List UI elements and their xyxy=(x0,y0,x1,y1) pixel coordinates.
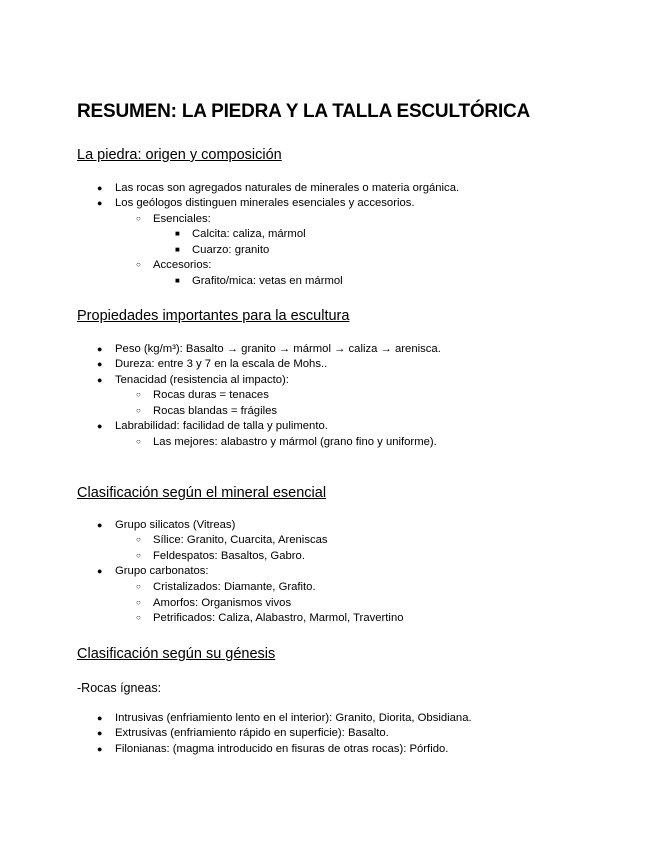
list-item: Extrusivas (enfriamiento rápido en superficie): Basalto. xyxy=(115,727,389,739)
section-heading-genesis: Clasificación según su génesis xyxy=(77,646,276,662)
circle-marker: ○ xyxy=(136,535,141,544)
circle-marker: ○ xyxy=(136,214,141,223)
list-item: Grupo silicatos (Vitreas) xyxy=(115,519,236,531)
list-item: Petrificados: Caliza, Alabastro, Marmol, Travertino xyxy=(153,612,404,624)
circle-marker: ○ xyxy=(136,582,141,591)
square-marker: ■ xyxy=(175,229,180,238)
list-item: Calcita: caliza, mármol xyxy=(192,228,306,240)
list-item: Dureza: entre 3 y 7 en la escala de Mohs.. xyxy=(115,358,328,370)
list-item: Las mejores: alabastro y mármol (grano fino y uniforme). xyxy=(153,436,437,448)
list-item: Sílice: Granito, Cuarcita, Areniscas xyxy=(153,534,328,546)
circle-marker: ○ xyxy=(136,260,141,269)
bullet-marker: ● xyxy=(97,421,103,431)
list-item: Peso (kg/m³): Basalto → granito → mármol → caliza → arenisca. xyxy=(115,343,441,355)
list-item: Labrabilidad: facilidad de talla y pulimento. xyxy=(115,420,328,432)
list-item: Las rocas son agregados naturales de minerales o materia orgánica. xyxy=(115,182,460,194)
list-item: Accesorios: xyxy=(153,259,212,271)
bullet-marker: ● xyxy=(97,566,103,576)
circle-marker: ○ xyxy=(136,613,141,622)
list-item: Grafito/mica: vetas en mármol xyxy=(192,275,343,287)
list-item: Grupo carbonatos: xyxy=(115,565,209,577)
list-item: Rocas duras = tenaces xyxy=(153,389,269,401)
document-title: RESUMEN: LA PIEDRA Y LA TALLA ESCULTÓRICA xyxy=(77,101,531,122)
list-item: Esenciales: xyxy=(153,213,211,225)
circle-marker: ○ xyxy=(136,390,141,399)
circle-marker: ○ xyxy=(136,551,141,560)
bullet-marker: ● xyxy=(97,713,103,723)
subheading-rocas-igneas: -Rocas ígneas: xyxy=(77,681,162,695)
square-marker: ■ xyxy=(175,245,180,254)
list-item: Feldespatos: Basaltos, Gabro. xyxy=(153,550,305,562)
bullet-marker: ● xyxy=(97,375,103,385)
section-heading-propiedades: Propiedades importantes para la escultura xyxy=(77,308,350,324)
section-heading-origen: La piedra: origen y composición xyxy=(77,147,282,163)
bullet-marker: ● xyxy=(97,728,103,738)
list-item: Intrusivas (enfriamiento lento en el interior): Granito, Diorita, Obsidiana. xyxy=(115,712,472,724)
circle-marker: ○ xyxy=(136,437,141,446)
bullet-marker: ● xyxy=(97,520,103,530)
bullet-marker: ● xyxy=(97,183,103,193)
bullet-marker: ● xyxy=(97,344,103,354)
bullet-marker: ● xyxy=(97,744,103,754)
bullet-marker: ● xyxy=(97,198,103,208)
list-item: Amorfos: Organismos vivos xyxy=(153,597,292,609)
list-item: Filonianas: (magma introducido en fisuras de otras rocas): Pórfido. xyxy=(115,743,449,755)
list-item: Cristalizados: Diamante, Grafito. xyxy=(153,581,316,593)
list-item: Cuarzo: granito xyxy=(192,244,270,256)
circle-marker: ○ xyxy=(136,598,141,607)
list-item: Los geólogos distinguen minerales esenciales y accesorios. xyxy=(115,197,415,209)
list-item: Rocas blandas = frágiles xyxy=(153,405,278,417)
list-item: Tenacidad (resistencia al impacto): xyxy=(115,374,289,386)
bullet-marker: ● xyxy=(97,359,103,369)
square-marker: ■ xyxy=(175,276,180,285)
section-heading-mineral: Clasificación según el mineral esencial xyxy=(77,485,327,501)
circle-marker: ○ xyxy=(136,406,141,415)
